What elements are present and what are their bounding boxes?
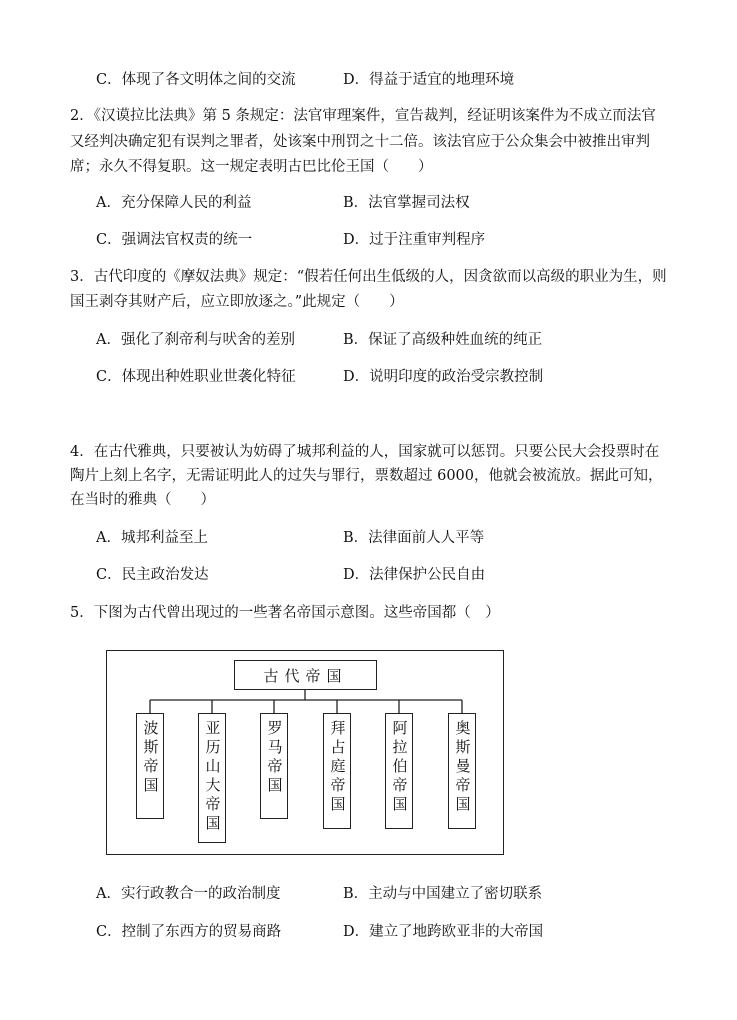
q4-option-c xyxy=(96,565,209,585)
leaf-roman-empire xyxy=(260,713,288,819)
option-text: 强调法官权责的统一 xyxy=(121,232,253,248)
option-letter: A． xyxy=(96,886,121,902)
option-letter: C． xyxy=(96,232,122,248)
q2-option-c xyxy=(96,230,252,250)
q3-stem-line-2: 国王剥夺其财产后，应立即放逐之。”此规定（ ） xyxy=(70,294,404,310)
leaf-label: 亚历山大帝国 xyxy=(203,720,222,834)
option-letter: C． xyxy=(96,924,122,940)
q3-option-d xyxy=(343,367,543,387)
q2-stem-line-1: 2．《汉谟拉比法典》第 5 条规定：法官审理案件，宣告裁判，经证明该案件为不成立而法官 xyxy=(70,108,656,124)
q1-option-c xyxy=(96,70,296,90)
q3-option-b xyxy=(343,330,542,350)
option-text: 体现出种姓职业世袭化特征 xyxy=(121,369,296,385)
option-letter: B． xyxy=(343,195,369,211)
leaf-arab-empire xyxy=(385,713,413,829)
option-letter: A． xyxy=(96,195,121,211)
option-text: 民主政治发达 xyxy=(121,567,209,583)
leaf-persian-empire xyxy=(136,713,164,819)
q5-option-c xyxy=(96,922,281,942)
option-letter: A． xyxy=(96,332,121,348)
leaf-alexander-empire xyxy=(198,713,226,843)
option-letter: B． xyxy=(343,886,369,902)
option-text: 体现了各文明体之间的交流 xyxy=(121,72,296,88)
leaf-label: 阿拉伯帝国 xyxy=(390,720,409,815)
option-text: 实行政教合一的政治制度 xyxy=(120,886,281,902)
option-letter: D． xyxy=(343,232,370,248)
option-text: 法律面前人人平等 xyxy=(368,530,485,546)
q5-option-a xyxy=(96,884,280,904)
option-text: 过于注重审判程序 xyxy=(369,232,486,248)
option-letter: B． xyxy=(343,332,369,348)
q2-option-b xyxy=(343,193,470,213)
option-letter: C． xyxy=(96,72,122,88)
option-letter: C． xyxy=(96,369,122,385)
option-letter: D． xyxy=(343,369,370,385)
option-letter: D． xyxy=(343,924,370,940)
option-text: 主动与中国建立了密切联系 xyxy=(368,886,543,902)
q2-option-a xyxy=(96,193,251,213)
option-text: 城邦利益至上 xyxy=(120,530,208,546)
leaf-label: 拜占庭帝国 xyxy=(328,720,347,815)
option-text: 得益于适宜的地理环境 xyxy=(369,72,515,88)
q4-option-b xyxy=(343,528,484,548)
q5-option-b xyxy=(343,884,542,904)
option-letter: A． xyxy=(96,530,121,546)
q3-option-c xyxy=(96,367,296,387)
option-text: 法律保护公民自由 xyxy=(369,567,486,583)
q1-option-d xyxy=(343,70,514,90)
option-text: 保证了高级种姓血统的纯正 xyxy=(368,332,543,348)
option-letter: D． xyxy=(343,567,370,583)
q5-option-d xyxy=(343,922,543,942)
leaf-label: 罗马帝国 xyxy=(265,720,284,796)
option-text: 控制了东西方的贸易商路 xyxy=(121,924,282,940)
option-text: 强化了刹帝利与吠舍的差别 xyxy=(120,332,295,348)
option-text: 法官掌握司法权 xyxy=(368,195,470,211)
empire-diagram xyxy=(106,650,504,855)
option-text: 充分保障人民的利益 xyxy=(120,195,252,211)
q3-option-a xyxy=(96,330,295,350)
option-text: 建立了地跨欧亚非的大帝国 xyxy=(369,924,544,940)
q3-stem-line-1: 3．古代印度的《摩奴法典》规定：“假若任何出生低级的人，因贪欲而以高级的职业为生，则 xyxy=(70,269,667,285)
q2-stem-line-2: 又经判决确定犯有误判之罪者，处该案中刑罚之十二倍。该法官应于公众集会中被推出审判 xyxy=(70,134,650,150)
q4-option-d xyxy=(343,565,485,585)
option-text: 说明印度的政治受宗教控制 xyxy=(369,369,544,385)
leaf-label: 波斯帝国 xyxy=(141,720,160,796)
q2-stem-line-3: 席；永久不得复职。这一规定表明古巴比伦王国（ ） xyxy=(70,159,433,175)
leaf-label: 奥斯曼帝国 xyxy=(453,720,472,815)
option-letter: D． xyxy=(343,72,370,88)
q4-stem-line-3: 在当时的雅典（ ） xyxy=(70,492,215,508)
q4-option-a xyxy=(96,528,208,548)
q4-stem-line-1: 4．在古代雅典，只要被认为妨碍了城邦利益的人，国家就可以惩罚。只要公民大会投票时在 xyxy=(70,444,660,460)
option-letter: B． xyxy=(343,530,369,546)
leaf-byzantine-empire xyxy=(323,713,351,829)
option-letter: C． xyxy=(96,567,122,583)
leaf-ottoman-empire xyxy=(448,713,476,829)
q5-stem-line-1: 5．下图为古代曾出现过的一些著名帝国示意图。这些帝国都（ ） xyxy=(70,605,500,621)
q4-stem-line-2: 陶片上刻上名字，无需证明此人的过失与罪行，票数超过 6000，他就会被流放。据此可知， xyxy=(70,468,663,484)
diagram-root-node: 古代帝国 xyxy=(234,660,377,690)
q2-option-d xyxy=(343,230,485,250)
